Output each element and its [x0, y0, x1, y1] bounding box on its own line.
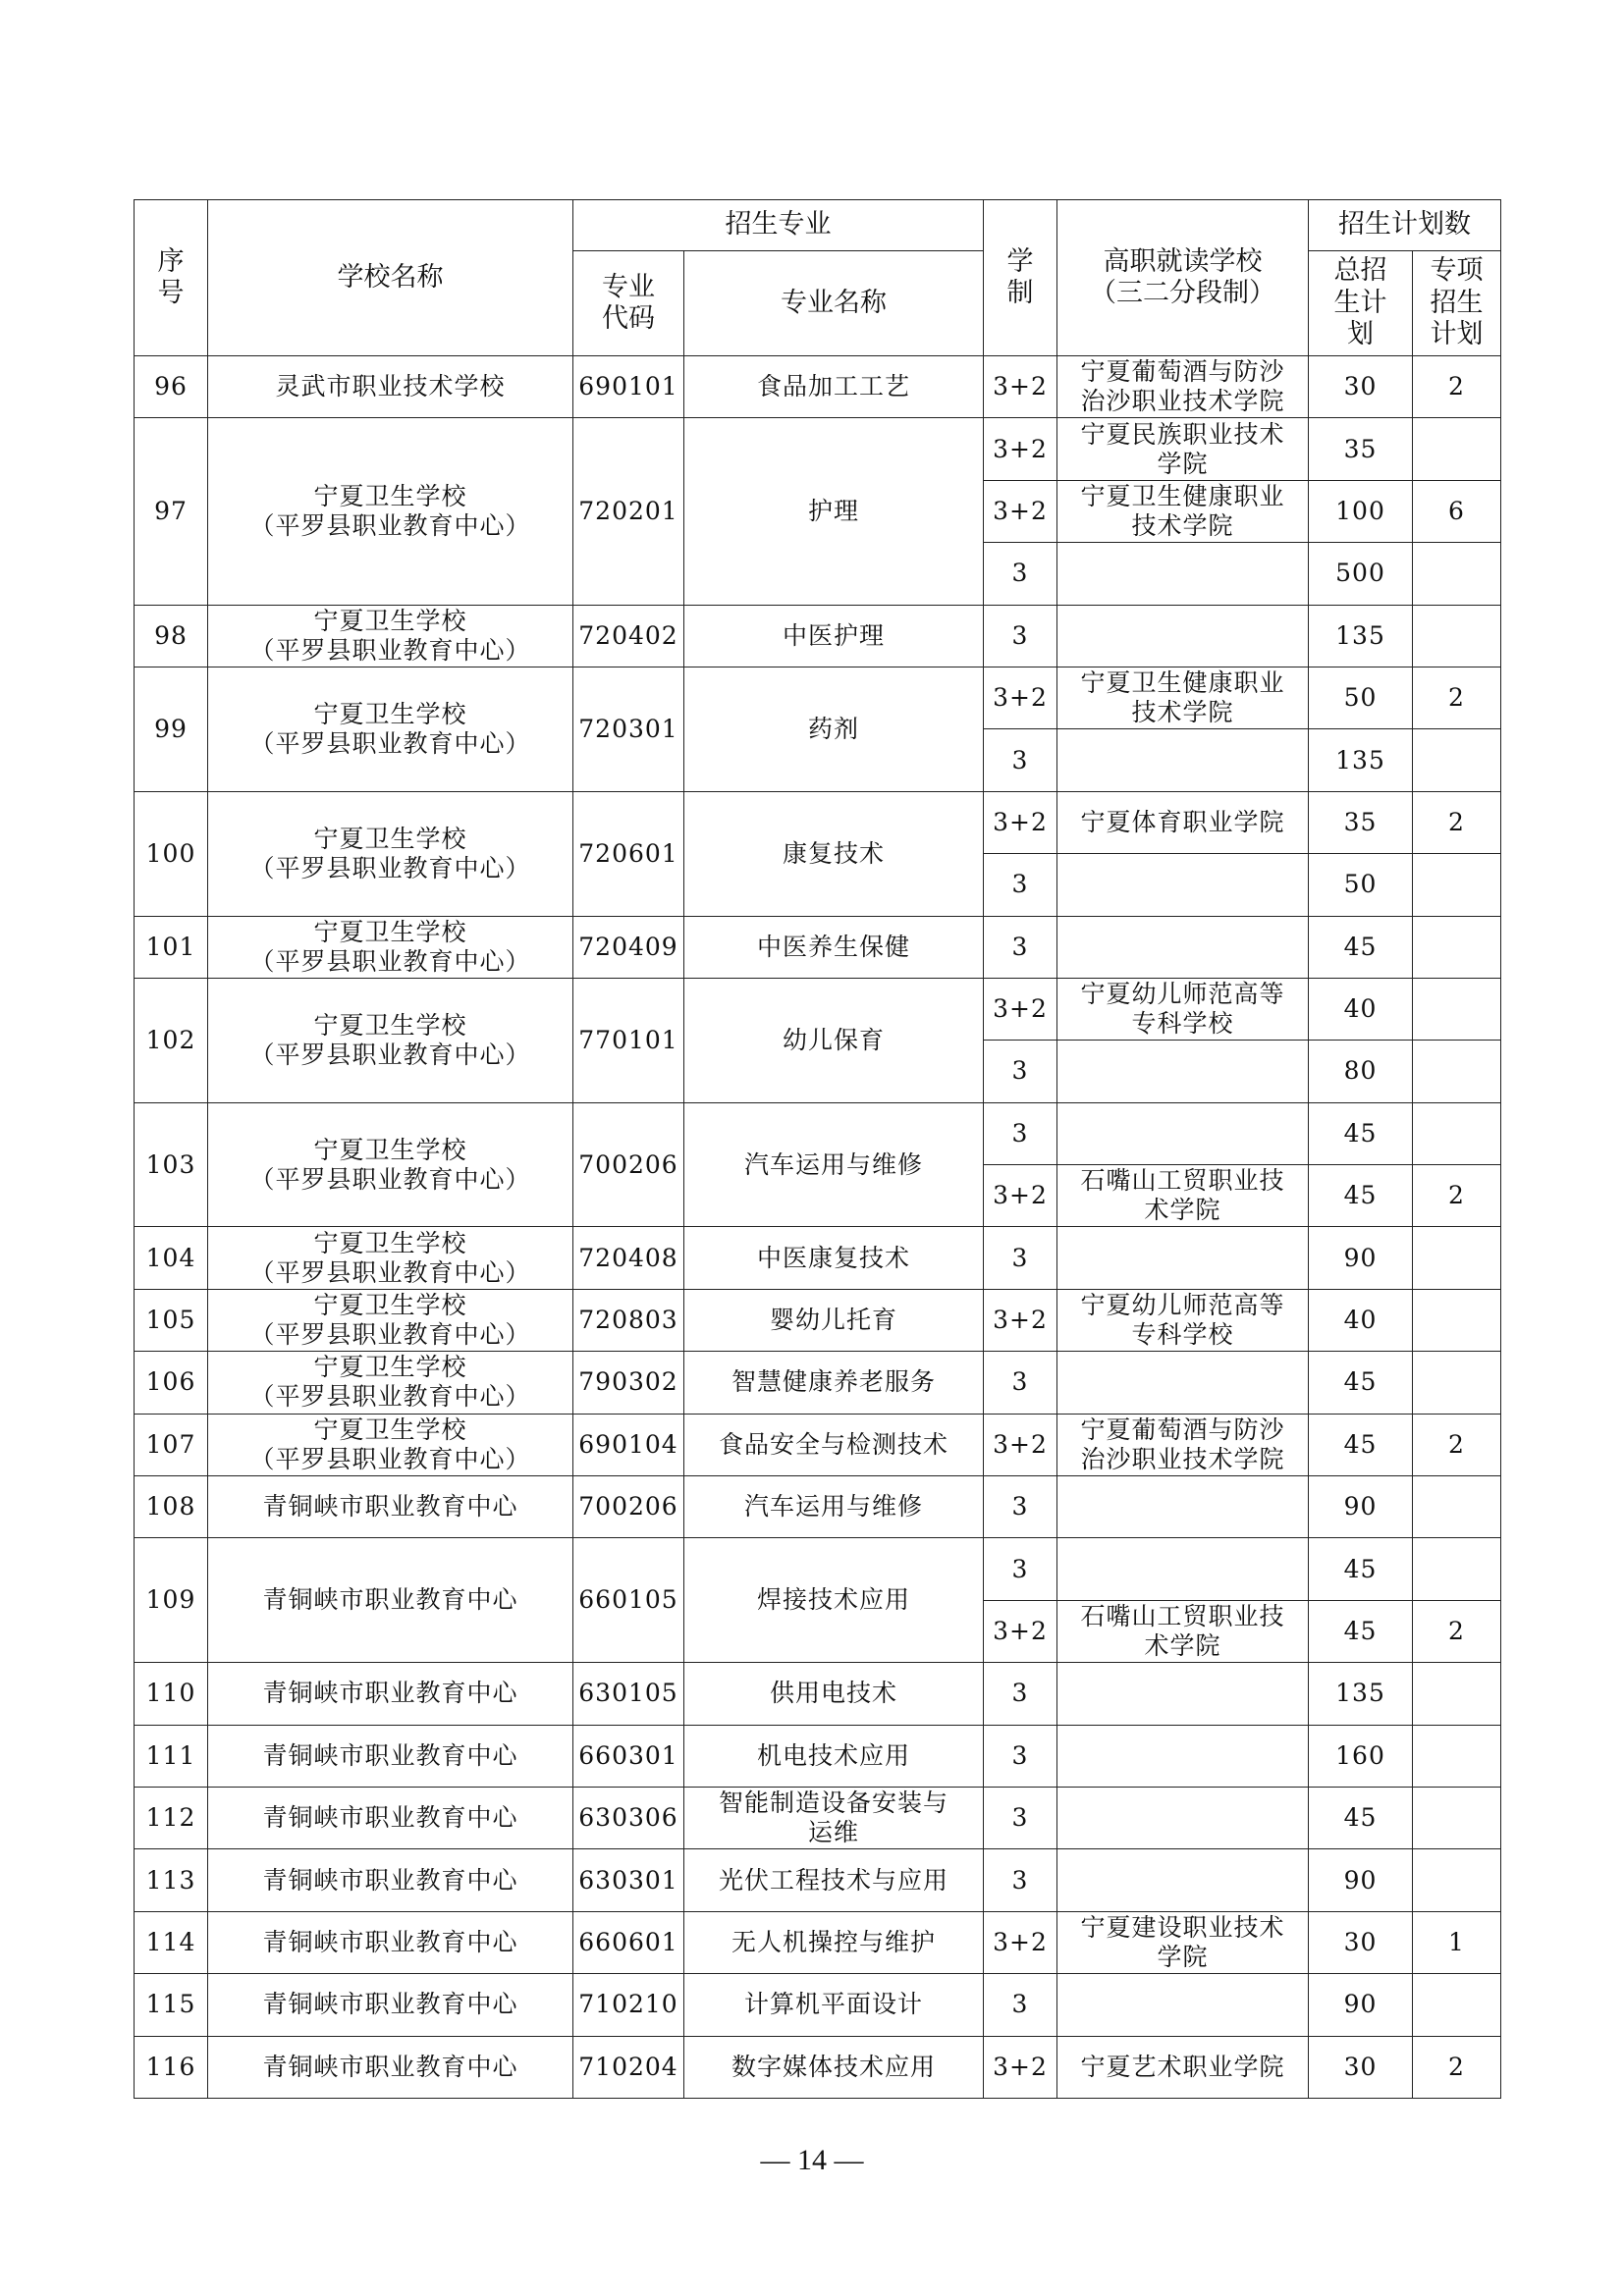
row-seq: 101 [135, 916, 208, 978]
header-major-name: 专业名称 [684, 251, 984, 356]
row-school: 青铜峡市职业教育中心 [208, 1974, 573, 2036]
table-row [135, 667, 1501, 728]
row-college [1057, 1352, 1309, 1414]
row-seq: 102 [135, 978, 208, 1102]
header-college: 高职就读学校 （三二分段制） [1057, 200, 1309, 356]
row-school: 宁夏卫生学校 （平罗县职业教育中心） [208, 1102, 573, 1227]
row-special [1413, 1476, 1501, 1538]
row-duration: 3 [984, 854, 1057, 916]
header-school: 学校名称 [208, 200, 573, 356]
row-duration: 3 [984, 1102, 1057, 1164]
row-code: 770101 [573, 978, 684, 1102]
header-seq: 序 号 [135, 200, 208, 356]
row-special [1413, 1102, 1501, 1164]
row-seq: 110 [135, 1663, 208, 1725]
row-seq: 114 [135, 1911, 208, 1973]
row-special: 1 [1413, 1911, 1501, 1973]
row-total: 90 [1309, 1974, 1413, 2036]
row-code: 690104 [573, 1414, 684, 1475]
row-major: 食品安全与检测技术 [684, 1414, 984, 1475]
row-total: 50 [1309, 854, 1413, 916]
row-code: 630105 [573, 1663, 684, 1725]
row-total: 90 [1309, 1227, 1413, 1289]
row-special [1413, 916, 1501, 978]
row-college: 宁夏卫生健康职业 技术学院 [1057, 480, 1309, 542]
row-special: 2 [1413, 356, 1501, 418]
row-special: 2 [1413, 1165, 1501, 1227]
row-duration: 3+2 [984, 978, 1057, 1040]
row-code: 720402 [573, 605, 684, 667]
row-special [1413, 1663, 1501, 1725]
table-row [135, 791, 1501, 853]
row-total: 100 [1309, 480, 1413, 542]
row-special [1413, 418, 1501, 480]
row-major: 康复技术 [684, 791, 984, 916]
row-total: 45 [1309, 1165, 1413, 1227]
row-major: 婴幼儿托育 [684, 1289, 984, 1351]
row-total: 135 [1309, 729, 1413, 791]
row-college [1057, 1849, 1309, 1911]
row-code: 630306 [573, 1787, 684, 1848]
row-seq: 100 [135, 791, 208, 916]
row-major: 焊接技术应用 [684, 1538, 984, 1663]
row-duration: 3+2 [984, 1414, 1057, 1475]
row-code: 710210 [573, 1974, 684, 2036]
row-total: 80 [1309, 1041, 1413, 1102]
row-special: 2 [1413, 1414, 1501, 1475]
row-duration: 3 [984, 1787, 1057, 1848]
row-code: 660105 [573, 1538, 684, 1663]
row-duration: 3 [984, 1725, 1057, 1787]
row-duration: 3 [984, 1476, 1057, 1538]
row-major: 护理 [684, 418, 984, 605]
row-duration: 3+2 [984, 667, 1057, 728]
row-code: 790302 [573, 1352, 684, 1414]
row-special [1413, 1787, 1501, 1848]
row-special [1413, 1227, 1501, 1289]
table-row [135, 2036, 1501, 2098]
row-seq: 109 [135, 1538, 208, 1663]
row-college: 宁夏民族职业技术 学院 [1057, 418, 1309, 480]
row-school: 青铜峡市职业教育中心 [208, 1849, 573, 1911]
row-duration: 3 [984, 1974, 1057, 2036]
row-college: 宁夏葡萄酒与防沙 治沙职业技术学院 [1057, 1414, 1309, 1475]
row-code: 660601 [573, 1911, 684, 1973]
header-special: 专项 招生 计划 [1413, 251, 1501, 356]
row-special [1413, 978, 1501, 1040]
row-total: 35 [1309, 418, 1413, 480]
row-school: 宁夏卫生学校 （平罗县职业教育中心） [208, 916, 573, 978]
row-school: 灵武市职业技术学校 [208, 356, 573, 418]
row-major: 智慧健康养老服务 [684, 1352, 984, 1414]
row-special [1413, 543, 1501, 605]
row-duration: 3 [984, 1663, 1057, 1725]
row-duration: 3 [984, 1538, 1057, 1600]
row-total: 90 [1309, 1849, 1413, 1911]
row-total: 45 [1309, 1414, 1413, 1475]
row-school: 宁夏卫生学校 （平罗县职业教育中心） [208, 418, 573, 605]
row-school: 宁夏卫生学校 （平罗县职业教育中心） [208, 1414, 573, 1475]
table-row [135, 1538, 1501, 1600]
row-code: 660301 [573, 1725, 684, 1787]
row-special [1413, 1289, 1501, 1351]
row-total: 40 [1309, 1289, 1413, 1351]
header-major-group: 招生专业 [573, 200, 984, 251]
table-row [135, 356, 1501, 418]
row-major: 无人机操控与维护 [684, 1911, 984, 1973]
row-school: 青铜峡市职业教育中心 [208, 1911, 573, 1973]
row-major: 供用电技术 [684, 1663, 984, 1725]
row-total: 45 [1309, 916, 1413, 978]
table-row [135, 916, 1501, 978]
row-seq: 115 [135, 1974, 208, 2036]
row-seq: 98 [135, 605, 208, 667]
row-seq: 108 [135, 1476, 208, 1538]
row-major: 汽车运用与维修 [684, 1102, 984, 1227]
row-seq: 104 [135, 1227, 208, 1289]
row-college: 宁夏幼儿师范高等 专科学校 [1057, 1289, 1309, 1351]
row-seq: 111 [135, 1725, 208, 1787]
enrollment-table [134, 199, 1501, 2099]
row-duration: 3 [984, 1849, 1057, 1911]
table-row [135, 1974, 1501, 2036]
row-duration: 3+2 [984, 480, 1057, 542]
row-school: 宁夏卫生学校 （平罗县职业教育中心） [208, 1227, 573, 1289]
row-duration: 3 [984, 916, 1057, 978]
row-college: 宁夏建设职业技术 学院 [1057, 1911, 1309, 1973]
row-major: 智能制造设备安装与 运维 [684, 1787, 984, 1848]
table-body [135, 356, 1501, 2099]
row-school: 青铜峡市职业教育中心 [208, 1663, 573, 1725]
row-major: 中医养生保健 [684, 916, 984, 978]
row-total: 30 [1309, 1911, 1413, 1973]
row-code: 700206 [573, 1476, 684, 1538]
row-duration: 3 [984, 543, 1057, 605]
table-row [135, 1476, 1501, 1538]
row-school: 宁夏卫生学校 （平罗县职业教育中心） [208, 791, 573, 916]
row-college [1057, 1041, 1309, 1102]
row-college [1057, 1227, 1309, 1289]
row-code: 700206 [573, 1102, 684, 1227]
row-special: 2 [1413, 2036, 1501, 2098]
row-major: 幼儿保育 [684, 978, 984, 1102]
row-major: 数字媒体技术应用 [684, 2036, 984, 2098]
row-special [1413, 1041, 1501, 1102]
row-code: 690101 [573, 356, 684, 418]
row-school: 青铜峡市职业教育中心 [208, 2036, 573, 2098]
row-code: 630301 [573, 1849, 684, 1911]
row-duration: 3 [984, 729, 1057, 791]
row-college [1057, 1102, 1309, 1164]
row-school: 青铜峡市职业教育中心 [208, 1538, 573, 1663]
row-special [1413, 1974, 1501, 2036]
table-row [135, 1725, 1501, 1787]
row-college: 宁夏艺术职业学院 [1057, 2036, 1309, 2098]
row-seq: 103 [135, 1102, 208, 1227]
row-code: 720409 [573, 916, 684, 978]
row-major: 机电技术应用 [684, 1725, 984, 1787]
row-college [1057, 729, 1309, 791]
row-special [1413, 605, 1501, 667]
row-special [1413, 729, 1501, 791]
row-code: 710204 [573, 2036, 684, 2098]
row-total: 45 [1309, 1102, 1413, 1164]
row-school: 宁夏卫生学校 （平罗县职业教育中心） [208, 1352, 573, 1414]
row-major: 食品加工工艺 [684, 356, 984, 418]
row-seq: 99 [135, 667, 208, 791]
row-duration: 3 [984, 1041, 1057, 1102]
row-total: 45 [1309, 1787, 1413, 1848]
row-special [1413, 1725, 1501, 1787]
row-college: 石嘴山工贸职业技 术学院 [1057, 1600, 1309, 1662]
row-school: 宁夏卫生学校 （平罗县职业教育中心） [208, 605, 573, 667]
table-row [135, 605, 1501, 667]
row-school: 宁夏卫生学校 （平罗县职业教育中心） [208, 978, 573, 1102]
row-major: 汽车运用与维修 [684, 1476, 984, 1538]
row-school: 青铜峡市职业教育中心 [208, 1787, 573, 1848]
row-total: 135 [1309, 1663, 1413, 1725]
row-college: 石嘴山工贸职业技 术学院 [1057, 1165, 1309, 1227]
table-row [135, 1352, 1501, 1414]
table-row [135, 1289, 1501, 1351]
row-special [1413, 1538, 1501, 1600]
row-duration: 3+2 [984, 2036, 1057, 2098]
row-major: 计算机平面设计 [684, 1974, 984, 2036]
row-school: 青铜峡市职业教育中心 [208, 1476, 573, 1538]
row-school: 宁夏卫生学校 （平罗县职业教育中心） [208, 1289, 573, 1351]
row-seq: 116 [135, 2036, 208, 2098]
row-total: 30 [1309, 2036, 1413, 2098]
row-seq: 96 [135, 356, 208, 418]
header-duration: 学 制 [984, 200, 1057, 356]
row-code: 720201 [573, 418, 684, 605]
row-seq: 112 [135, 1787, 208, 1848]
page-number: — 14 — [760, 2144, 864, 2176]
row-total: 30 [1309, 356, 1413, 418]
row-duration: 3+2 [984, 1911, 1057, 1973]
row-major: 药剂 [684, 667, 984, 791]
row-code: 720803 [573, 1289, 684, 1351]
row-duration: 3+2 [984, 1289, 1057, 1351]
row-college: 宁夏葡萄酒与防沙 治沙职业技术学院 [1057, 356, 1309, 418]
row-duration: 3 [984, 1352, 1057, 1414]
row-total: 45 [1309, 1352, 1413, 1414]
row-total: 35 [1309, 791, 1413, 853]
table-header [135, 200, 1501, 356]
row-special: 2 [1413, 1600, 1501, 1662]
row-college [1057, 1787, 1309, 1848]
row-seq: 97 [135, 418, 208, 605]
table-row [135, 1787, 1501, 1848]
row-total: 45 [1309, 1538, 1413, 1600]
row-duration: 3+2 [984, 791, 1057, 853]
row-total: 45 [1309, 1600, 1413, 1662]
row-college: 宁夏卫生健康职业 技术学院 [1057, 667, 1309, 728]
row-duration: 3 [984, 1227, 1057, 1289]
table-row [135, 1414, 1501, 1475]
table-row [135, 1849, 1501, 1911]
row-seq: 107 [135, 1414, 208, 1475]
row-duration: 3 [984, 605, 1057, 667]
header-code: 专业 代码 [573, 251, 684, 356]
row-college [1057, 1476, 1309, 1538]
header-total: 总招 生计 划 [1309, 251, 1413, 356]
row-duration: 3+2 [984, 418, 1057, 480]
row-total: 160 [1309, 1725, 1413, 1787]
row-college [1057, 1725, 1309, 1787]
row-duration: 3+2 [984, 356, 1057, 418]
row-total: 90 [1309, 1476, 1413, 1538]
table-row [135, 1663, 1501, 1725]
row-total: 500 [1309, 543, 1413, 605]
row-college [1057, 916, 1309, 978]
row-school: 宁夏卫生学校 （平罗县职业教育中心） [208, 667, 573, 791]
row-special: 2 [1413, 791, 1501, 853]
row-college [1057, 1538, 1309, 1600]
row-seq: 106 [135, 1352, 208, 1414]
row-code: 720408 [573, 1227, 684, 1289]
row-code: 720301 [573, 667, 684, 791]
row-college [1057, 1663, 1309, 1725]
row-college [1057, 605, 1309, 667]
header-plan-group: 招生计划数 [1309, 200, 1501, 251]
table-row [135, 1911, 1501, 1973]
row-special [1413, 854, 1501, 916]
row-code: 720601 [573, 791, 684, 916]
row-special: 2 [1413, 667, 1501, 728]
row-major: 中医康复技术 [684, 1227, 984, 1289]
table-row [135, 1102, 1501, 1164]
row-total: 50 [1309, 667, 1413, 728]
row-duration: 3+2 [984, 1165, 1057, 1227]
table-row [135, 978, 1501, 1040]
row-college [1057, 543, 1309, 605]
row-special [1413, 1849, 1501, 1911]
row-school: 青铜峡市职业教育中心 [208, 1725, 573, 1787]
row-total: 135 [1309, 605, 1413, 667]
row-total: 40 [1309, 978, 1413, 1040]
row-seq: 113 [135, 1849, 208, 1911]
row-college [1057, 1974, 1309, 2036]
row-college: 宁夏幼儿师范高等 专科学校 [1057, 978, 1309, 1040]
row-special: 6 [1413, 480, 1501, 542]
row-college [1057, 854, 1309, 916]
row-major: 光伏工程技术与应用 [684, 1849, 984, 1911]
table-row [135, 418, 1501, 480]
row-college: 宁夏体育职业学院 [1057, 791, 1309, 853]
row-duration: 3+2 [984, 1600, 1057, 1662]
row-major: 中医护理 [684, 605, 984, 667]
row-seq: 105 [135, 1289, 208, 1351]
row-special [1413, 1352, 1501, 1414]
table-row [135, 1227, 1501, 1289]
